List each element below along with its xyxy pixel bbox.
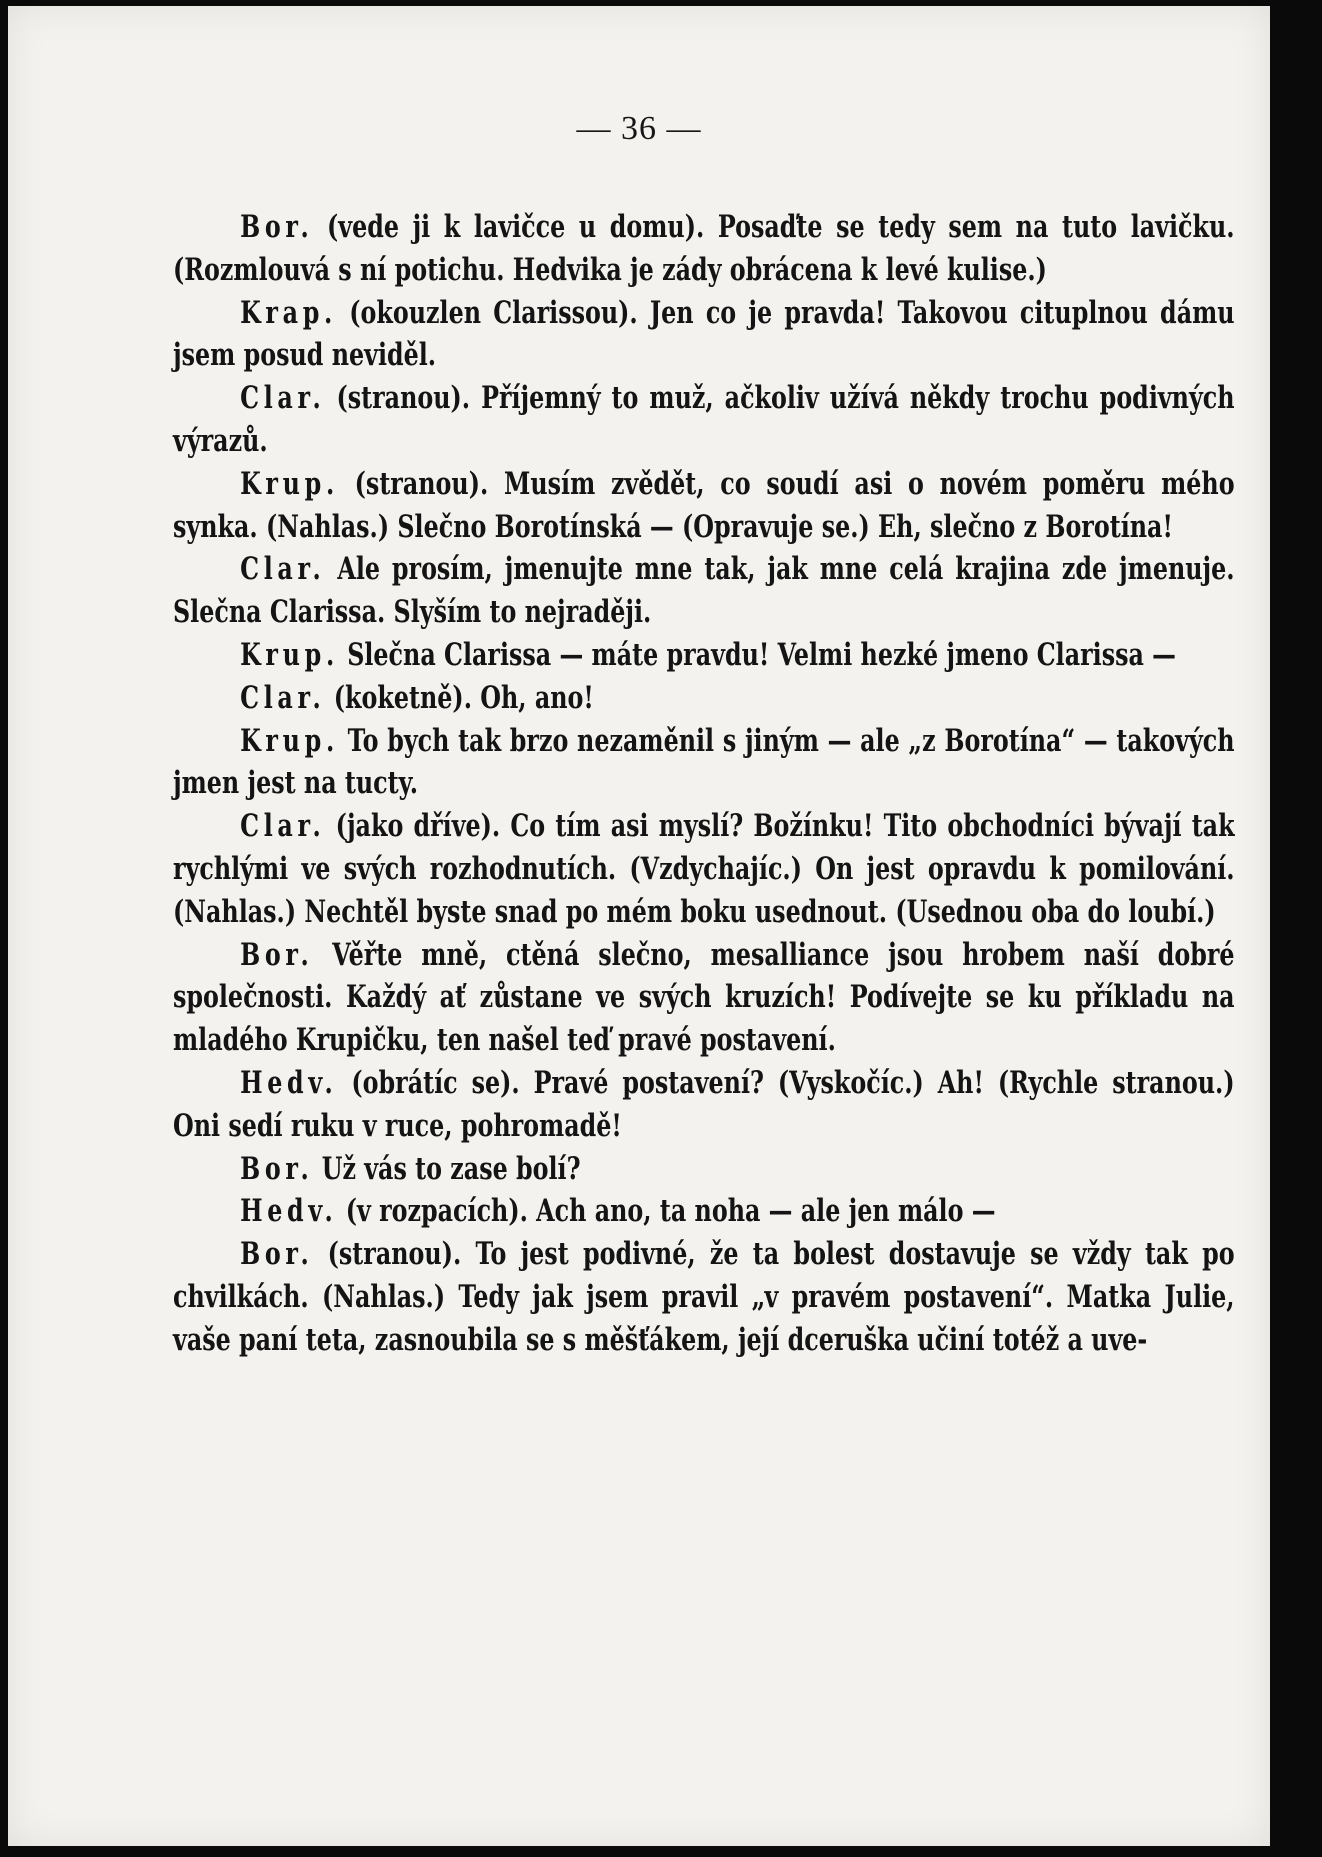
dialogue-text: (stranou). Příjemný to muž, ačkoliv užívá někdy trochu podivných výrazů.	[173, 380, 1235, 459]
dialogue-text: Ale prosím, jmenujte mne tak, jak mne celá krajina zde jmenuje. Slečna Clarissa. Slyším to nejraději.	[173, 551, 1235, 631]
speaker-name: Bor.	[240, 1236, 314, 1273]
dialogue-text: (stranou). Musím zvědět, co soudí asi o novém poměru mého synka. (Nahlas.) Slečno Borotínská — (Opravuje se.) Eh, slečno z Borotína!	[173, 465, 1235, 545]
dialogue-text: Už vás to zase bolí?	[313, 1150, 581, 1187]
page-text	[173, 206, 1235, 1362]
paragraph	[173, 1233, 1235, 1361]
speaker-name: Hedv.	[240, 1193, 338, 1230]
speaker-name: Krup.	[240, 465, 339, 502]
dialogue-text: Věřte mně, ctěná slečno, mesalliance jsou hrobem naší dobré společnosti. Každý ať zůstane ve svých kruzích! Podívejte se ku příkladu na mladého Krupičku, ten našel teď pravé postavení.	[173, 936, 1235, 1059]
dialogue-text: (koketně). Oh, ano!	[325, 679, 594, 716]
paragraph	[173, 463, 1235, 549]
speaker-name: Bor.	[240, 936, 314, 973]
dialogue-text: (vede ji k lavičce u domu). Posaďte se tedy sem na tuto lavičku. (Rozmlouvá s ní potichu. Hedvika je zády obrácena k levé kulise.)	[173, 209, 1235, 288]
paragraph	[173, 1062, 1235, 1148]
speaker-name: Bor.	[240, 1150, 314, 1187]
paragraph	[173, 1190, 1235, 1233]
paragraph	[173, 677, 1235, 720]
speaker-name: Clar.	[240, 380, 326, 417]
paragraph	[173, 634, 1235, 677]
dialogue-text: To bych tak brzo nezaměnil s jiným — ale „z Borotína“ — takových jmen jest na tucty.	[173, 722, 1235, 802]
speaker-name: Bor.	[240, 209, 314, 245]
speaker-name: Hedv.	[240, 1064, 338, 1101]
page-number: — 36 —	[576, 110, 702, 147]
speaker-name: Krup.	[240, 636, 339, 673]
book-page	[8, 6, 1270, 1846]
speaker-name: Krup.	[240, 722, 339, 759]
paragraph	[173, 548, 1235, 634]
paragraph	[173, 1148, 1235, 1191]
paragraph	[173, 934, 1235, 1062]
speaker-name: Clar.	[240, 808, 326, 845]
paragraph	[173, 377, 1235, 463]
dialogue-text: (okouzlen Clarissou). Jen co je pravda! Takovou cituplnou dámu jsem posud neviděl.	[173, 294, 1235, 374]
paragraph	[173, 206, 1235, 292]
dialogue-text: (jako dříve). Co tím asi myslí? Božínku! Tito obchodníci bývají tak rychlými ve svých rozhodnutích. (Vzdychajíc.) On jest opravdu k pomilování. (Nahlas.) Nechtěl byste snad po mém boku usednout. (Usednou oba do loubí.)	[173, 808, 1235, 930]
speaker-name: Clar.	[240, 679, 326, 716]
paragraph	[173, 805, 1235, 933]
dialogue-text: (v rozpacích). Ach ano, ta noha — ale jen málo —	[337, 1193, 996, 1230]
dialogue-text: (stranou). To jest podivné, že ta bolest dostavuje se vždy tak po chvilkách. (Nahlas.) Tedy jak jsem pravil „v pravém postavení“. Matka Julie, vaše paní teta, zasnoubila se s měšťákem, její dceruška učiní totéž a uve-	[173, 1236, 1235, 1358]
dialogue-text: (obrátíc se). Pravé postavení? (Vyskočíc.) Ah! (Rychle stranou.) Oni sedí ruku v ruce, pohromadě!	[173, 1064, 1235, 1144]
paragraph	[173, 720, 1235, 806]
speaker-name: Krap.	[240, 294, 338, 331]
paragraph	[173, 292, 1235, 378]
dialogue-text: Slečna Clarissa — máte pravdu! Velmi hezké jmeno Clarissa —	[338, 636, 1176, 673]
speaker-name: Clar.	[240, 551, 326, 588]
